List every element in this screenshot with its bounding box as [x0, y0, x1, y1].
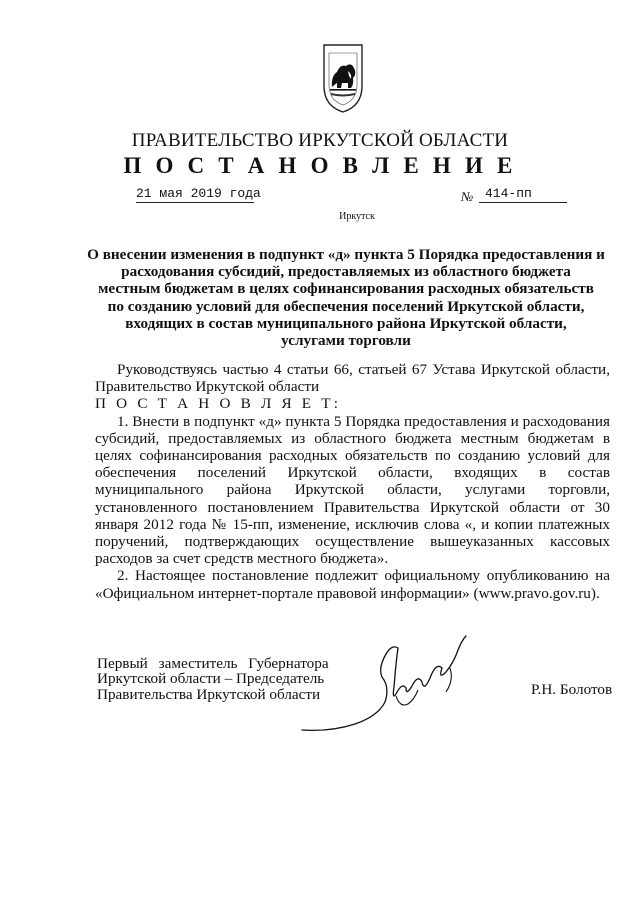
- decree-number: 414-пп: [479, 186, 567, 203]
- subject-line: услугами торговли: [281, 332, 411, 350]
- signer-title-line: Первый заместитель Губернатора: [97, 655, 329, 672]
- resolves-heading: П О С Т А Н О В Л Я Е Т:: [95, 395, 342, 413]
- subject-line: расходования субсидий, предоставляемых из областного бюджета: [121, 263, 571, 281]
- irkutsk-coat-of-arms-icon: [318, 42, 368, 114]
- subject-line: местным бюджетам в целях софинансирования расходных обязательств: [98, 280, 594, 298]
- preamble-paragraph: Руководствуясь частью 4 статьи 66, статьей 67 Устава Иркутской области, Правительство Иркутской области: [95, 361, 610, 396]
- item-1-paragraph: 1. Внести в подпункт «д» пункта 5 Порядка предоставления и расходования субсидий, предоставляемых из областного бюджета местным бюджетам в целях софинансирования расходных обязательств по созданию условий для обеспечения поселений Иркутской области, входящих в состав муниципального района Иркутской области, услугами торговли, установленного постановлением Правительства Иркутской области от 30 января 2012 года № 15-пп, изменение, исключив слова «, и копии платежных поручений, подтверждающих осуществление вышеуказанных кассовых расходов за счет средств местного бюджета».: [95, 412, 610, 568]
- subject-line: О внесении изменения в подпункт «д» пункта 5 Порядка предоставления и: [87, 246, 605, 263]
- subject-line: входящих в состав муниципального района Иркутской области,: [125, 314, 567, 332]
- signer-name: Р.Н. Болотов: [531, 681, 613, 698]
- subject-line: по созданию условий для обеспечения поселений Иркутской области,: [107, 297, 585, 315]
- decree-subject: [85, 246, 607, 349]
- signer-title-line: Правительства Иркутской области: [97, 685, 321, 703]
- number-sign: №: [461, 189, 474, 204]
- decree-body: [95, 361, 610, 602]
- government-name: ПРАВИТЕЛЬСТВО ИРКУТСКОЙ ОБЛАСТИ: [131, 130, 509, 151]
- handwritten-signature: [300, 632, 470, 737]
- decree-date: 21 мая 2019 года: [136, 186, 261, 201]
- item-2-paragraph: 2. Настоящее постановление подлежит официальному опубликованию на «Официальном интернет-портале правовой информации» (www.pravo.gov.ru).: [95, 567, 610, 602]
- city-name: Иркутск: [339, 211, 375, 222]
- signer-title-line: Иркутской области – Председатель: [97, 670, 325, 688]
- document-type: П О С Т А Н О В Л Е Н И Е: [123, 153, 517, 178]
